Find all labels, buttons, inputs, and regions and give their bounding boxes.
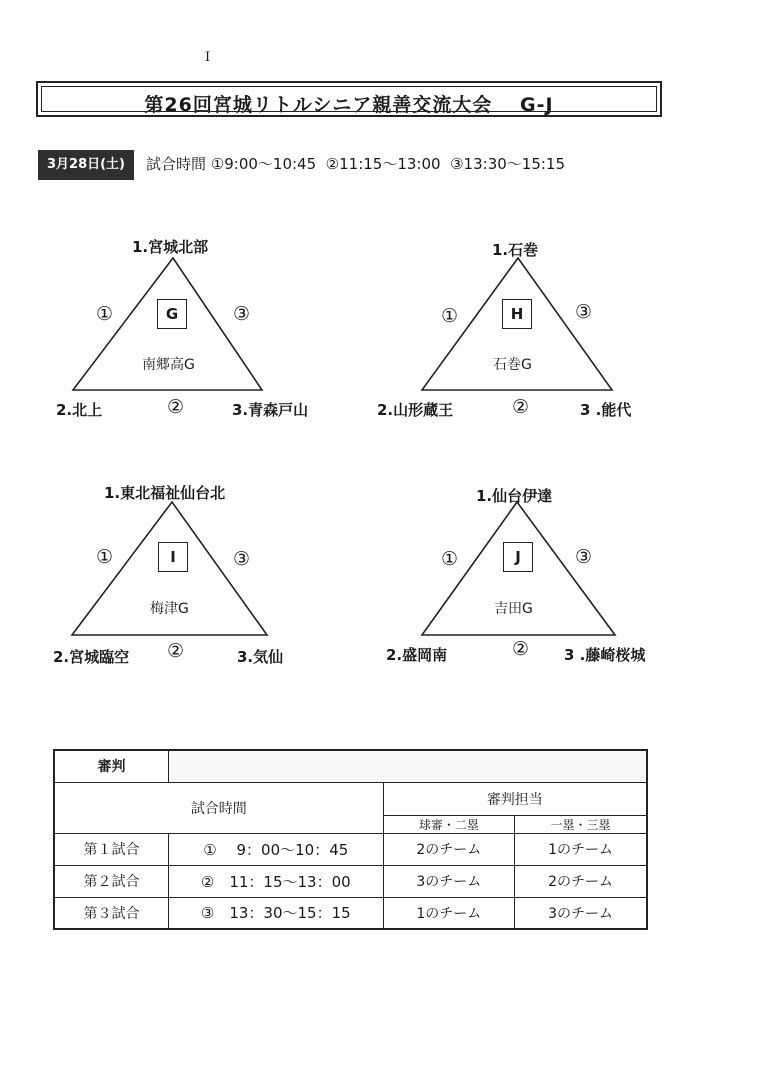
match-1-number: ① [441,305,459,327]
match-2-number: ② [167,640,185,662]
team-2: 2.山形蔵王 [377,401,454,419]
group-label: H [502,299,532,329]
bases-team: 2のチーム [515,865,647,897]
team-3: 3 .藤崎桜城 [564,646,646,664]
match-3-number: ③ [233,548,251,570]
title-box [36,81,662,117]
match-3-number: ③ [575,546,593,568]
col-first-third: 一塁・三塁 [515,815,647,833]
team-1: 1.石巻 [492,241,539,259]
team-1: 1.宮城北部 [132,238,209,256]
group-label: G [157,299,187,329]
page-mark: I [205,50,211,65]
bases-team: 3のチーム [515,897,647,929]
team-2: 2.宮城臨空 [53,648,130,666]
team-3: 3.気仙 [237,648,284,666]
table-row [54,897,647,929]
group-label: J [503,542,533,572]
group-label: I [158,542,188,572]
plate-team: 3のチーム [383,865,514,897]
bracket-j [375,478,695,678]
game-name: 第１試合 [54,833,168,865]
match-3-number: ③ [233,303,251,325]
match-1-number: ① [441,548,459,570]
bracket-g [50,232,370,432]
bases-team: 1のチーム [515,833,647,865]
referee-table [53,749,648,930]
referee-blank-cell [168,750,647,782]
team-3: 3 .能代 [580,401,632,419]
table-row [54,865,647,897]
match-2-number: ② [167,396,185,418]
game-time: ③ 13：30～15：15 [168,897,383,929]
team-1: 1.東北福祉仙台北 [104,484,226,502]
game-name: 第２試合 [54,865,168,897]
match-2-number: ② [512,638,530,660]
venue-label: 吉田G [494,601,533,617]
col-match-time: 試合時間 [54,782,383,833]
game-time: ① 9：00～10：45 [168,833,383,865]
bracket-i [50,478,370,678]
match-1-number: ① [96,303,114,325]
team-2: 2.盛岡南 [386,646,448,664]
referee-label: 審判 [54,750,168,782]
team-1: 1.仙台伊達 [476,487,553,505]
match-3-number: ③ [575,301,593,323]
team-2: 2.北上 [56,401,103,419]
game-time: ② 11：15～13：00 [168,865,383,897]
page-title: 第26回宮城リトルシニア親善交流大会 G‐J [144,94,554,116]
plate-team: 2のチーム [383,833,514,865]
bracket-h [375,232,695,432]
date-badge: 3月28日(土) [38,150,134,180]
col-referee-duty: 審判担当 [383,782,647,815]
schedule-times: 試合時間 ①9:00～10:45 ②11:15～13:00 ③13:30～15:15 [146,155,566,173]
venue-label: 南郷高G [142,357,195,373]
table-row [54,833,647,865]
match-1-number: ① [96,546,114,568]
match-2-number: ② [512,396,530,418]
venue-label: 梅津G [150,601,189,617]
col-plate-second: 球審・二塁 [383,815,514,833]
game-name: 第３試合 [54,897,168,929]
plate-team: 1のチーム [383,897,514,929]
venue-label: 石巻G [493,357,532,373]
team-3: 3.青森戸山 [232,401,309,419]
